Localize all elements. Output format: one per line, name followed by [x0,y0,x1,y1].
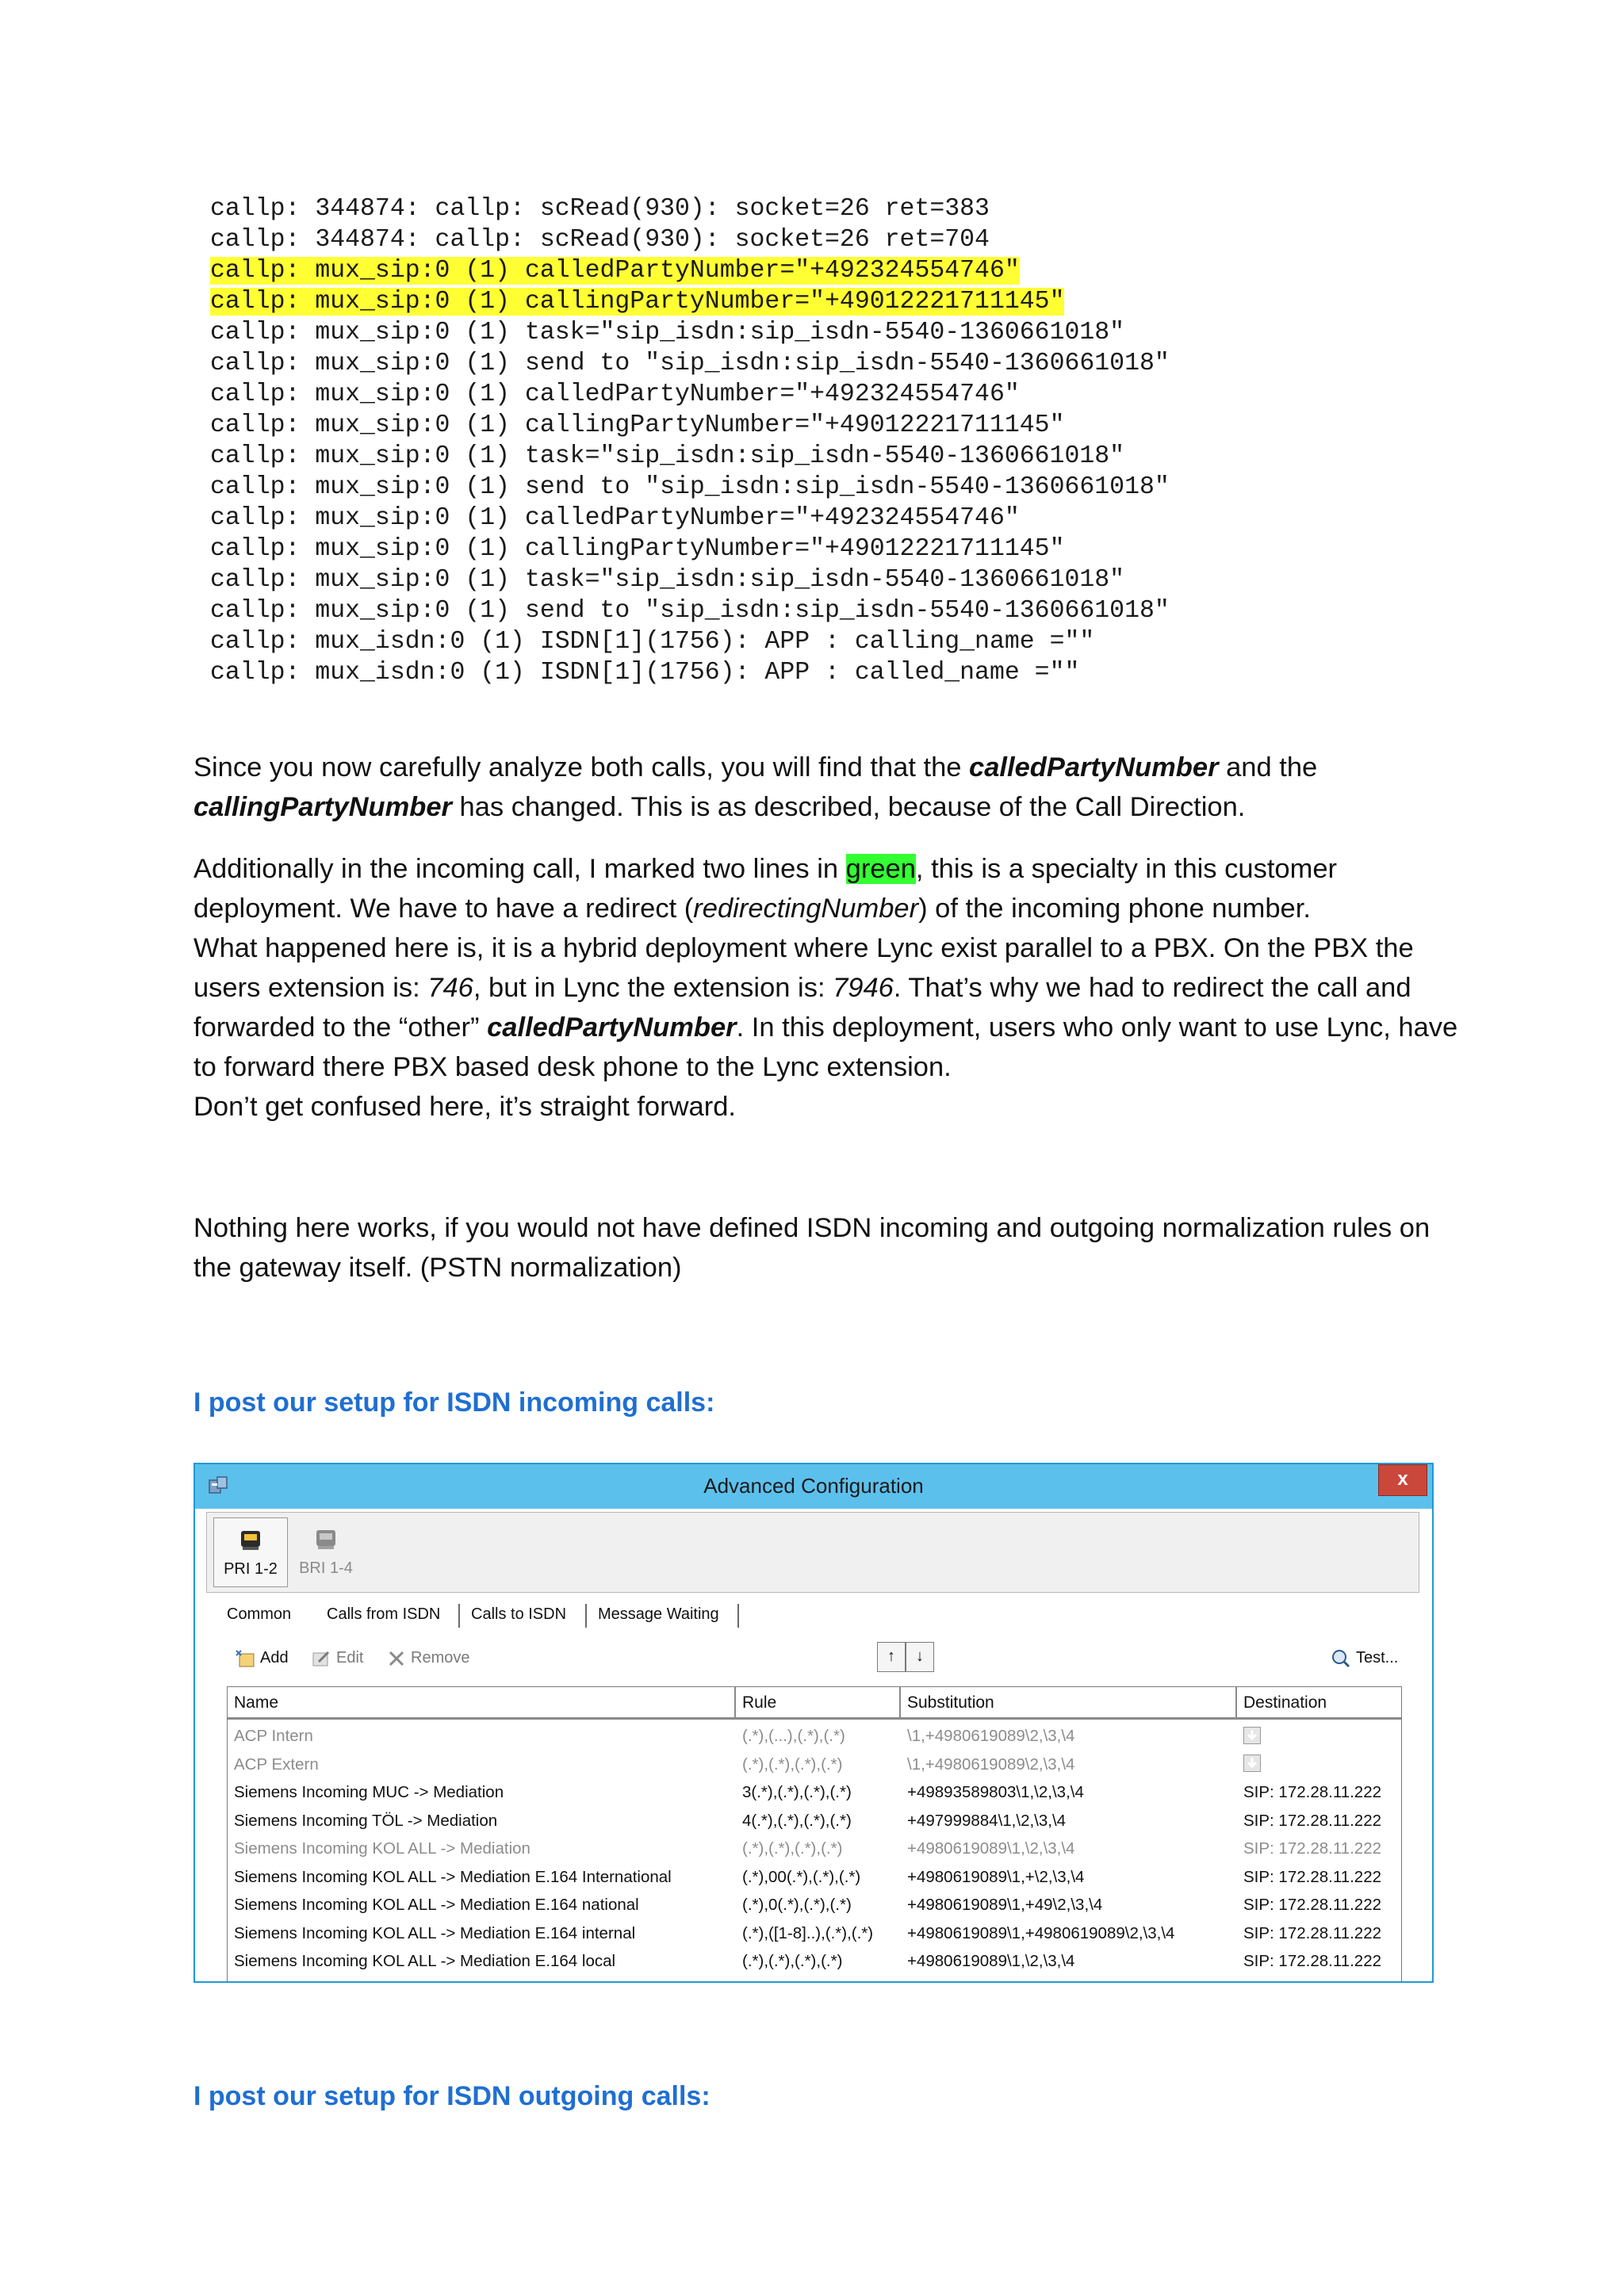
log-line [195,657,1448,688]
advanced-configuration-window [193,1463,1434,1983]
log-line-text: callp: mux_sip:0 (1) calledPartyNumber="+492324554746" [210,257,1020,285]
cell-substitution: +497999884\1,\2,\3,\4 [907,1811,1067,1830]
cell-destination: SIP: 172.28.11.222 [1243,1811,1382,1830]
table-row[interactable] [228,1751,1401,1778]
cell-substitution: +4980619089\1,\2,\3,\4 [907,1839,1075,1858]
cell-substitution: \1,+4980619089\2,\3,\4 [907,1755,1075,1774]
add-label: Add [260,1649,289,1667]
log-block [195,193,1448,688]
cell-rule: (.*),0(.*),(.*),(.*) [742,1896,852,1914]
text: , but in Lync the extension is: [473,973,833,1003]
download-icon [1243,1755,1261,1772]
remove-button[interactable] [387,1644,469,1672]
move-up-button[interactable]: ↑ [877,1642,906,1672]
log-line-text: callp: mux_sip:0 (1) send to "sip_isdn:sip_isdn-5540-1360661018" [210,350,1170,377]
rules-toolbar [206,1639,1418,1678]
cell-substitution: +4980619089\1,+4980619089\2,\3,\4 [907,1923,1175,1942]
log-line-text: callp: mux_sip:0 (1) calledPartyNumber="+492324554746" [210,381,1020,408]
close-button[interactable]: x [1378,1464,1427,1496]
cell-name: Siemens Incoming KOL ALL -> Mediation E.164 local [234,1952,616,1970]
column-header-name[interactable]: Name [228,1687,736,1717]
cell-name: Siemens Incoming KOL ALL -> Mediation E.164 internal [234,1923,636,1942]
log-line [195,564,1448,595]
test-button[interactable] [1331,1644,1398,1672]
log-line [195,379,1448,410]
column-header-substitution[interactable]: Substitution [901,1687,1237,1717]
cell-destination [1237,1751,1401,1778]
edit-icon [311,1649,331,1668]
edit-button[interactable] [311,1644,363,1672]
test-label: Test... [1356,1649,1399,1667]
text: Since you now carefully analyze both calls, you will find that the [193,752,970,783]
add-button[interactable] [235,1644,289,1672]
interface-ribbon [206,1512,1419,1593]
log-line [195,626,1448,657]
paragraph-normalization [193,1208,1462,1288]
emphasis-redirecting-number: redirectingNumber [693,894,919,924]
cell-name: Siemens Incoming KOL ALL -> Mediation E.164 International [234,1867,672,1886]
green-highlight: green [845,854,916,884]
log-line [195,348,1448,379]
text: Don’t get confused here, it’s straight forward. [193,1092,736,1122]
cell-substitution: +4980619089\1,+\2,\3,\4 [907,1867,1085,1886]
paragraph-call-direction [193,748,1462,827]
cell-destination: SIP: 172.28.11.222 [1243,1867,1382,1886]
log-line [195,193,1448,224]
log-line-text: callp: mux_sip:0 (1) callingPartyNumber="+49012221711145" [210,535,1065,563]
cell-name: ACP Extern [234,1755,319,1774]
cell-destination [1237,1722,1401,1750]
emphasis-calling-party-number: callingPartyNumber [193,792,452,822]
paragraph-redirect [193,849,1462,1127]
log-line-text: callp: mux_sip:0 (1) task="sip_isdn:sip_isdn-5540-1360661018" [210,566,1125,594]
log-line-text: callp: mux_isdn:0 (1) ISDN[1](1756): APP : called_name ="" [210,659,1080,687]
emphasis-called-party-number: calledPartyNumber [487,1012,737,1043]
heading-outgoing: I post our setup for ISDN outgoing calls: [193,2081,710,2111]
ribbon-tab-bri[interactable] [289,1517,362,1586]
text: . That’s why we had to redirect the call and forwarded to the “other” [193,973,1411,1043]
ribbon-tab-label: PRI 1-2 [224,1560,278,1578]
ribbon-tab-label: BRI 1-4 [299,1559,353,1577]
cell-destination: SIP: 172.28.11.222 [1243,1839,1382,1858]
text: ) of the incoming phone number. [918,894,1311,924]
isdn-port-icon [313,1527,339,1551]
remove-label: Remove [411,1649,470,1667]
log-line-text: callp: mux_sip:0 (1) callingPartyNumber="+49012221711145" [210,411,1065,439]
log-line [195,286,1448,317]
tab-divider [585,1604,587,1628]
log-line [195,534,1448,564]
cell-name: Siemens Incoming KOL ALL -> Mediation [234,1839,530,1858]
tab-message-waiting[interactable]: Message Waiting [598,1605,719,1623]
move-down-button[interactable]: ↓ [906,1642,934,1672]
log-line-text: callp: 344874: callp: scRead(930): socket=26 ret=704 [210,226,990,254]
isdn-port-icon [238,1528,263,1552]
add-icon [235,1649,255,1668]
log-line-text: callp: mux_sip:0 (1) send to "sip_isdn:sip_isdn-5540-1360661018" [210,473,1170,501]
download-icon [1243,1727,1261,1744]
cell-name: Siemens Incoming TÖL -> Mediation [234,1811,498,1830]
text: , this is a specialty in this customer deployment. We have to have a redirect ( [193,854,1338,924]
text: . In this deployment, users who only want to use Lync, have to forward there PBX based desk phone to the Lync extension. [193,1012,1458,1082]
cell-substitution: \1,+4980619089\2,\3,\4 [907,1727,1075,1745]
table-row[interactable] [228,1947,1401,1975]
text: Nothing here works, if you would not have defined ISDN incoming and outgoing normalization rules on the gateway itself. (PSTN normalization) [193,1213,1431,1283]
log-line [195,595,1448,626]
log-line [195,472,1448,503]
log-line-text: callp: mux_sip:0 (1) task="sip_isdn:sip_isdn-5540-1360661018" [210,319,1125,346]
cell-rule: (.*),00(.*),(.*),(.*) [742,1867,861,1886]
text: has changed. This is as described, because of the Call Direction. [451,792,1246,822]
cell-substitution: +4980619089\1,\2,\3,\4 [907,1952,1075,1970]
log-line [195,224,1448,255]
table-row[interactable] [228,1919,1401,1947]
log-line [195,503,1448,534]
cell-rule: 4(.*),(.*),(.*),(.*) [742,1811,852,1830]
log-line [195,441,1448,472]
tab-divider [458,1604,460,1628]
edit-label: Edit [336,1649,364,1667]
log-line-text: callp: mux_sip:0 (1) send to "sip_isdn:sip_isdn-5540-1360661018" [210,597,1170,625]
tab-calls-from-isdn[interactable]: Calls from ISDN [327,1605,441,1623]
cell-name: Siemens Incoming KOL ALL -> Mediation E.164 national [234,1896,639,1914]
cell-destination: SIP: 172.28.11.222 [1243,1783,1382,1801]
log-line-text: callp: mux_sip:0 (1) callingPartyNumber="+49012221711145" [210,288,1065,316]
cell-substitution: +4980619089\1,+49\2,\3,\4 [907,1896,1103,1914]
cell-name: Siemens Incoming MUC -> Mediation [234,1783,504,1801]
cell-rule: (.*),(.*),(.*),(.*) [742,1839,843,1858]
cell-rule: (.*),(.*),(.*),(.*) [742,1755,843,1774]
emphasis-extension-lync: 7946 [833,973,894,1003]
emphasis-called-party-number: calledPartyNumber [969,752,1219,783]
window-title: Advanced Configuration [703,1474,924,1498]
test-icon [1331,1648,1351,1669]
table-row[interactable] [228,1891,1401,1919]
table-row[interactable] [228,1778,1401,1806]
heading-incoming: I post our setup for ISDN incoming calls: [193,1387,715,1418]
log-line-text: callp: 344874: callp: scRead(930): socket=26 ret=383 [210,195,990,223]
text: Additionally in the incoming call, I marked two lines in [193,854,846,884]
emphasis-extension-pbx: 746 [427,973,473,1003]
cell-rule: (.*),([1-8]..),(.*),(.*) [742,1923,874,1942]
text: and the [1218,752,1318,783]
log-line-text: callp: mux_sip:0 (1) task="sip_isdn:sip_isdn-5540-1360661018" [210,442,1125,470]
rules-table [227,1686,1402,1983]
tab-common[interactable]: Common [227,1605,292,1623]
title-bar [195,1464,1432,1509]
text: What happened here is, it is a hybrid deployment where Lync exist parallel to a PBX. On the PBX the users extension is: [193,933,1414,1003]
remove-icon [387,1649,406,1668]
cell-rule: (.*),(.*),(.*),(.*) [742,1952,843,1970]
log-line [195,410,1448,441]
tab-divider [737,1604,739,1628]
table-header [228,1687,1401,1720]
log-line-text: callp: mux_sip:0 (1) calledPartyNumber="+492324554746" [210,504,1020,532]
cell-destination: SIP: 172.28.11.222 [1243,1923,1382,1942]
log-line-text: callp: mux_isdn:0 (1) ISDN[1](1756): APP : calling_name ="" [210,628,1095,656]
table-row[interactable] [228,1835,1401,1862]
cell-destination: SIP: 172.28.11.222 [1243,1952,1382,1970]
cell-rule: (.*),(...),(.*),(.*) [742,1727,845,1745]
table-row[interactable] [228,1863,1401,1891]
table-row[interactable] [228,1722,1401,1750]
table-row[interactable] [228,1807,1401,1835]
column-header-rule[interactable]: Rule [736,1687,901,1717]
cell-destination: SIP: 172.28.11.222 [1243,1896,1382,1914]
cell-substitution: +49893589803\1,\2,\3,\4 [907,1783,1084,1801]
log-line [195,317,1448,348]
ribbon-tab-pri[interactable] [213,1517,288,1587]
tab-calls-to-isdn[interactable]: Calls to ISDN [471,1605,567,1623]
column-header-destination[interactable]: Destination [1243,1693,1327,1712]
cell-rule: 3(.*),(.*),(.*),(.*) [742,1783,852,1801]
log-line [195,255,1448,286]
cell-name: ACP Intern [234,1727,313,1745]
